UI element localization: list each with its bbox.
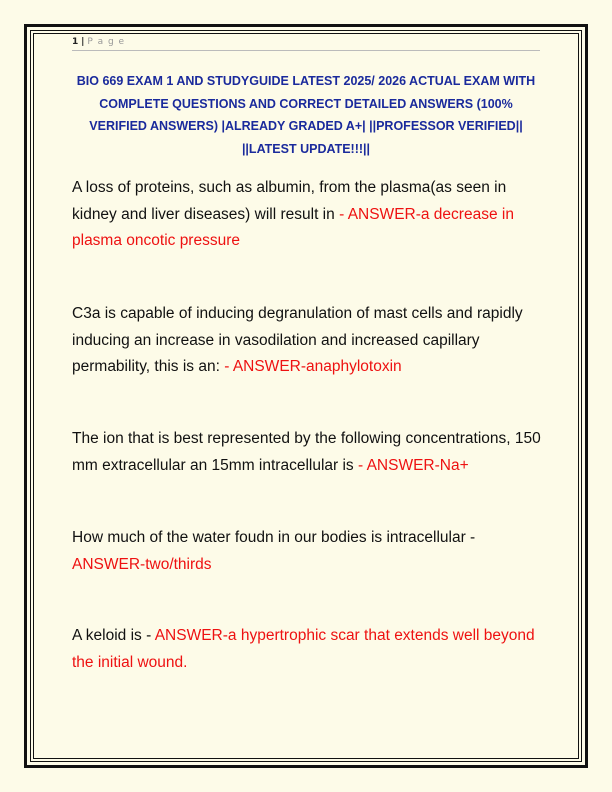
answer-text: ANSWER-a hypertrophic scar that extends well beyond the initial wound. <box>72 627 535 671</box>
page-header <box>72 37 540 51</box>
question-text: A loss of proteins, such as albumin, from the plasma(as seen in kidney and liver diseases) will result in <box>72 179 507 223</box>
question-text: C3a is capable of inducing degranulation of mast cells and rapidly inducing an increase in vasodilation and increased capillary permability, this is an: <box>72 305 523 375</box>
page-number: 1 <box>72 37 79 47</box>
answer-text: - ANSWER-a decrease in plasma oncotic pressure <box>72 205 514 249</box>
question-text: A keloid is - <box>72 627 152 644</box>
qa-item-5 <box>72 623 550 676</box>
question-text: How much of the water foudn in our bodies is intracellular - <box>72 529 476 546</box>
page-label: P a g e <box>87 37 126 47</box>
qa-item-1 <box>72 175 550 255</box>
qa-item-3 <box>72 426 550 479</box>
answer-text: - ANSWER-Na+ <box>357 456 469 474</box>
qa-item-2 <box>72 301 550 381</box>
answer-text: - ANSWER-anaphylotoxin <box>224 358 402 375</box>
document-title: BIO 669 EXAM 1 AND STUDYGUIDE LATEST 2025/ 2026 ACTUAL EXAM WITH COMPLETE QUESTIONS AND CORRECT DETAILED ANSWERS (100% VERIFIED ANSWERS) |ALREADY GRADED A+| ||PROFESSOR VERIFIED|| ||LATEST UPDATE!!!|| <box>76 74 536 156</box>
qa-item-4 <box>72 525 550 578</box>
answer-text: ANSWER-two/thirds <box>72 555 212 573</box>
question-text: The ion that is best represented by the following concentrations, 150 mm extracellular an 15mm intracellular is <box>72 430 541 474</box>
page-separator: | <box>81 37 85 47</box>
